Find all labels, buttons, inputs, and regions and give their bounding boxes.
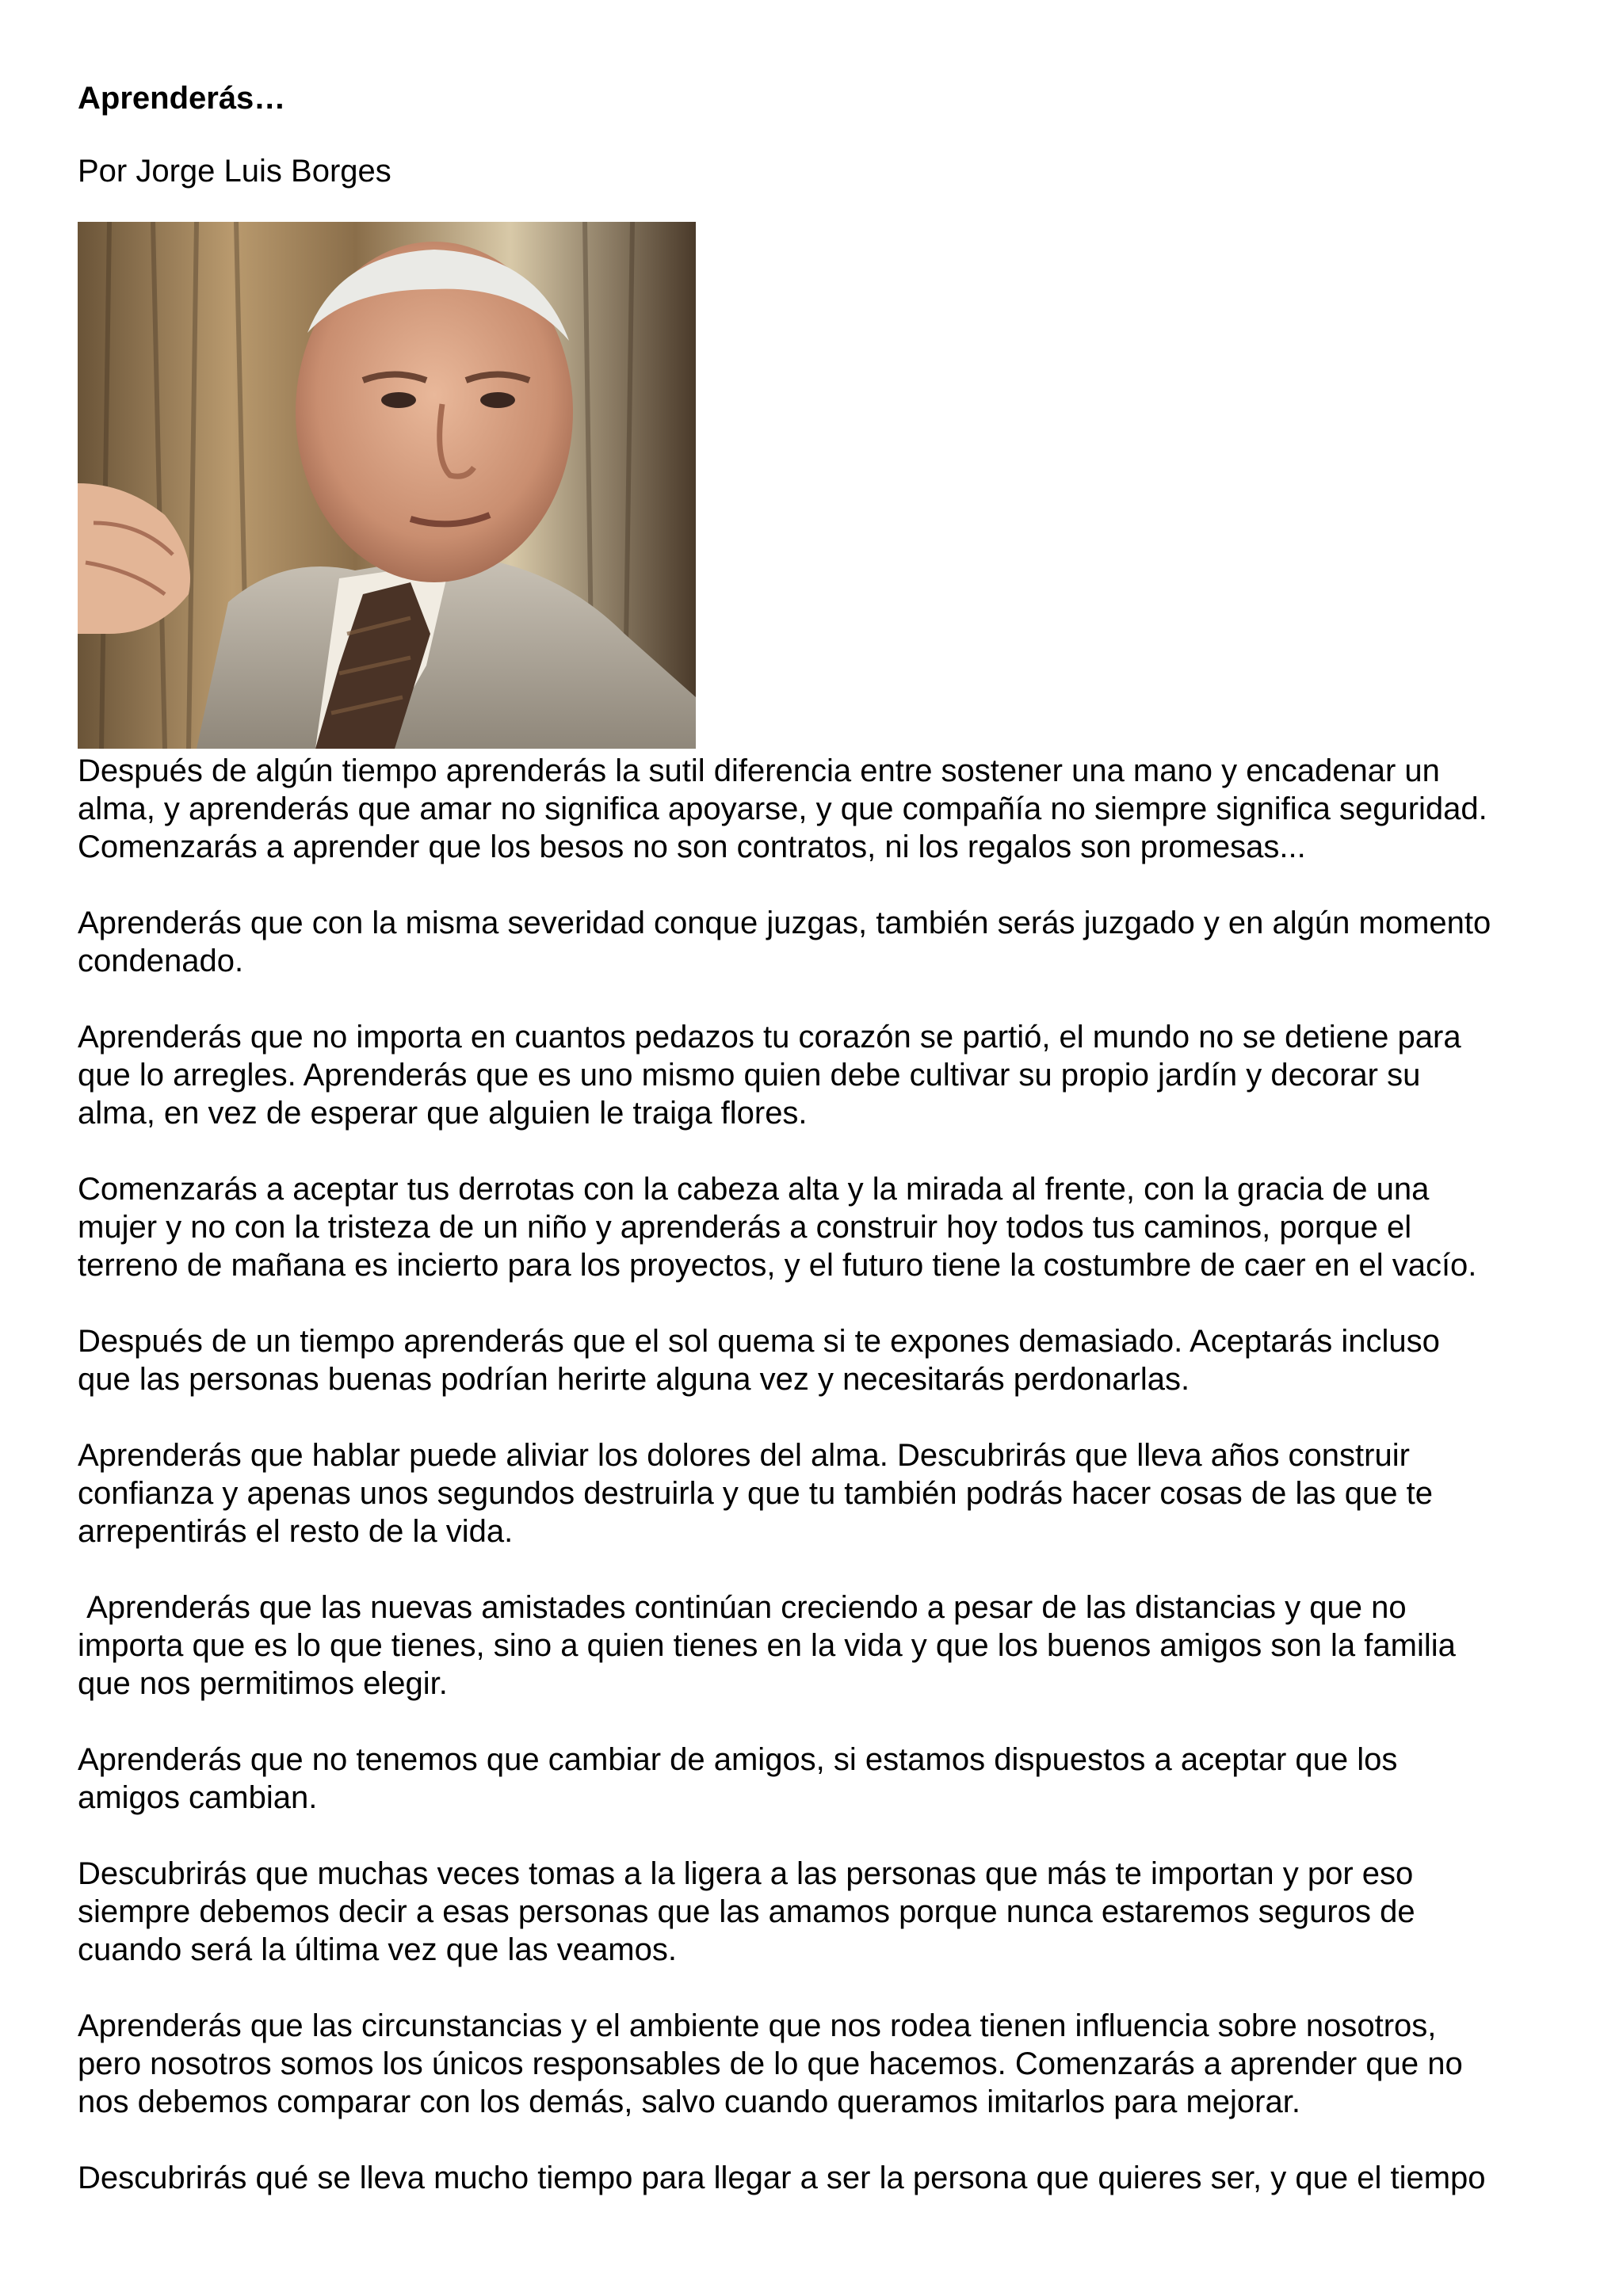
portrait-photo: [78, 222, 696, 749]
paragraph: Después de un tiempo aprenderás que el sol quema si te expones demasiado. Aceptarás incluso que las personas buenas podrían herirte alguna vez y necesitarás perdonarlas.: [78, 1324, 1440, 1397]
paragraph: Aprenderás que con la misma severidad conque juzgas, también serás juzgado y en algún momento condenado.: [78, 906, 1491, 978]
paragraph: Descubrirás que muchas veces tomas a la ligera a las personas que más te importan y por eso siempre debemos decir a esas personas que las amamos porque nunca estaremos seguros de cuando será la última vez que las veamos.: [78, 1856, 1415, 1967]
document-page: [78, 76, 1568, 2235]
paragraph: Aprenderás que las circunstancias y el ambiente que nos rodea tienen influencia sobre nosotros, pero nosotros somos los únicos responsables de lo que hacemos. Comenzarás a aprender que no nos debemos comparar con los demás, salvo cuando queramos imitarlos para mejorar.: [78, 2008, 1463, 2119]
paragraph: Comenzarás a aceptar tus derrotas con la cabeza alta y la mirada al frente, con la gracia de una mujer y no con la tristeza de un niño y aprenderás a construir hoy todos tus caminos, porque el terreno de mañana es incierto para los proyectos, y el futuro tiene la costumbre de caer en el vacío.: [78, 1172, 1477, 1283]
document-byline: Por Jorge Luis Borges: [78, 154, 391, 189]
paragraph: Aprenderás que las nuevas amistades continúan creciendo a pesar de las distancias y que no importa que es lo que tienes, sino a quien tienes en la vida y que los buenos amigos son la familia que nos permitimos elegir.: [78, 1590, 1456, 1701]
document-title: Aprenderás…: [78, 81, 286, 116]
paragraph: Aprenderás que no importa en cuantos pedazos tu corazón se partió, el mundo no se detiene para que lo arregles. Aprenderás que es uno mismo quien debe cultivar su propio jardín y decorar su alma, en vez de esperar que alguien le traiga flores.: [78, 1020, 1461, 1131]
paragraph: Después de algún tiempo aprenderás la sutil diferencia entre sostener una mano y encadenar un alma, y aprenderás que amar no significa apoyarse, y que compañía no siempre significa seguridad. Comenzarás a aprender que los besos no son contratos, ni los regalos son promesas...: [78, 753, 1487, 864]
paragraph: Aprenderás que no tenemos que cambiar de amigos, si estamos dispuestos a aceptar que los amigos cambian.: [78, 1742, 1398, 1815]
paragraph: Descubrirás qué se lleva mucho tiempo para llegar a ser la persona que quieres ser, y que el tiempo: [78, 2161, 1486, 2195]
poem-body: [78, 752, 1568, 2197]
paragraph: Aprenderás que hablar puede aliviar los dolores del alma. Descubrirás que lleva años construir confianza y apenas unos segundos destruirla y que tu también podrás hacer cosas de las que te arrepentirás el resto de la vida.: [78, 1438, 1433, 1549]
